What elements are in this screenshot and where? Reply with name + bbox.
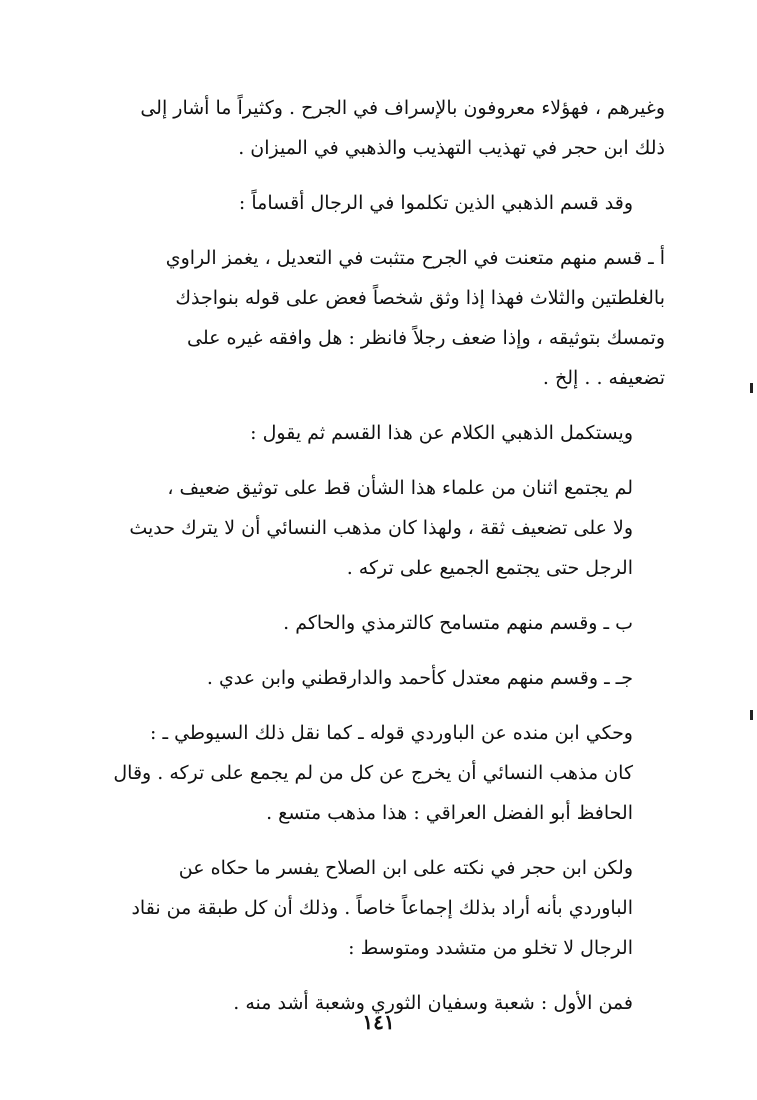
text-line: الرجل حتى يجتمع الجميع على تركه . xyxy=(346,557,633,579)
text-line: لم يجتمع اثنان من علماء هذا الشأن قط على توثيق ضعيف ، xyxy=(167,477,633,499)
text-line: الرجال لا تخلو من متشدد ومتوسط : xyxy=(348,937,633,959)
text-line: وغيرهم ، فهؤلاء معروفون بالإسراف في الجرح . وكثيراً ما أشار إلى xyxy=(140,97,665,119)
text-line: وتمسك بتوثيقه ، وإذا ضعف رجلاً فانظر : هل وافقه غيره على xyxy=(187,327,665,349)
text-line: ولكن ابن حجر في نكته على ابن الصلاح يفسر ما حكاه عن xyxy=(178,857,633,879)
paragraph-1 xyxy=(95,88,665,168)
text-line: وقد قسم الذهبي الذين تكلموا في الرجال أقساماً : xyxy=(238,192,633,214)
paragraph-5 xyxy=(95,468,665,588)
text-line: ذلك ابن حجر في تهذيب التهذيب والذهبي في الميزان . xyxy=(238,137,665,159)
text-line: كان مذهب النسائي أن يخرج عن كل من لم يجمع على تركه . وقال xyxy=(113,762,633,784)
text-line: أ ـ قسم منهم متعنت في الجرح متثبت في التعديل ، يغمز الراوي xyxy=(165,247,665,269)
page-number: ١٤١ xyxy=(362,1010,395,1034)
paragraph-7 xyxy=(95,658,665,698)
page-body xyxy=(95,88,665,1038)
text-line: ويستكمل الذهبي الكلام عن هذا القسم ثم يقول : xyxy=(250,422,633,444)
text-line: وحكي ابن منده عن الباوردي قوله ـ كما نقل ذلك السيوطي ـ : xyxy=(150,722,633,744)
paragraph-2 xyxy=(95,183,665,223)
paragraph-4 xyxy=(95,413,665,453)
text-line: ب ـ وقسم منهم متسامح كالترمذي والحاكم . xyxy=(283,612,633,634)
text-line: بالغلطتين والثلاث فهذا إذا وثق شخصاً فعض على قوله بنواجذك xyxy=(175,287,665,309)
paragraph-3 xyxy=(95,238,665,398)
paragraph-6 xyxy=(95,603,665,643)
paragraph-8 xyxy=(95,713,665,833)
paragraph-9 xyxy=(95,848,665,968)
margin-mark xyxy=(750,383,753,393)
text-line: جـ ـ وقسم منهم معتدل كأحمد والدارقطني وابن عدي . xyxy=(206,667,633,689)
text-line: فمن الأول : شعبة وسفيان الثوري وشعبة أشد منه . xyxy=(233,992,633,1014)
margin-mark xyxy=(750,710,753,720)
text-line: الحافظ أبو الفضل العراقي : هذا مذهب متسع . xyxy=(266,802,633,824)
text-line: تضعيفه . . إلخ . xyxy=(542,367,665,389)
text-line: الباوردي بأنه أراد بذلك إجماعاً خاصاً . وذلك أن كل طبقة من نقاد xyxy=(131,897,633,919)
text-line: ولا على تضعيف ثقة ، ولهذا كان مذهب النسائي أن لا يترك حديث xyxy=(129,517,633,539)
